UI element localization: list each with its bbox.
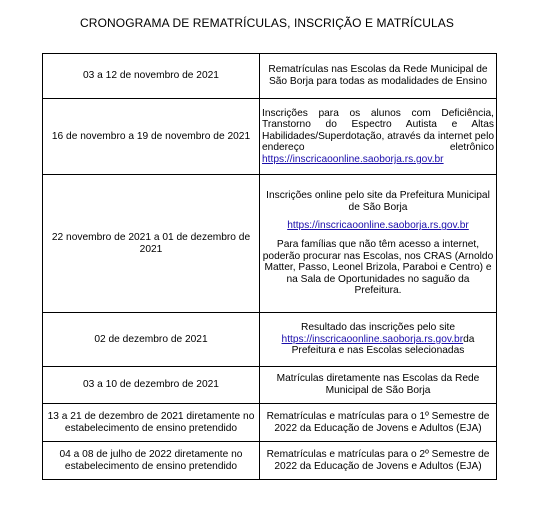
description-cell	[260, 99, 497, 175]
table-row	[43, 442, 497, 480]
table-row	[43, 99, 497, 175]
registration-link[interactable]: https://inscricaoonline.saoborja.rs.gov.br	[262, 153, 444, 165]
description-cell: Rematrículas nas Escolas da Rede Municipal de São Borja para todas as modalidades de Ensino	[260, 54, 497, 99]
description-text: Resultado das inscrições pelo site	[300, 322, 456, 334]
description-text: da Prefeitura e nas Escolas selecionadas	[291, 333, 475, 357]
table-row	[43, 175, 497, 313]
note-text: Para famílias que não têm acesso a internet, poderão procurar nas Escolas, nos CRAS (Arnoldo Matter, Passo, Leonel Brizola, Paraboi e Centro) e na Sala de Oportunidades no saguão da Prefeitura.	[262, 238, 494, 297]
date-cell: 02 de dezembro de 2021	[43, 313, 260, 367]
description-cell: Rematrículas e matrículas para o 1º Semestre de 2022 da Educação de Jovens e Adultos (EJA)	[260, 404, 497, 442]
table-row	[43, 404, 497, 442]
table-row	[43, 313, 497, 367]
results-link[interactable]: https://inscricaoonline.saoborja.rs.gov.br	[281, 333, 464, 345]
table-row	[43, 367, 497, 404]
schedule-table	[42, 53, 497, 480]
description-cell: Matrículas diretamente nas Escolas da Rede Municipal de São Borja	[260, 367, 497, 404]
description-cell: Rematrículas e matrículas para o 2º Semestre de 2022 da Educação de Jovens e Adultos (EJA)	[260, 442, 497, 480]
date-cell: 13 a 21 de dezembro de 2021 diretamente no estabelecimento de ensino pretendido	[43, 404, 260, 442]
description-cell	[260, 175, 497, 313]
description-text: Inscrições online pelo site da Prefeitura Municipal de São Borja	[266, 190, 490, 213]
page-title: CRONOGRAMA DE REMATRÍCULAS, INSCRIÇÃO E MATRÍCULAS	[80, 16, 454, 30]
date-cell: 22 novembro de 2021 a 01 de dezembro de 2021	[43, 175, 260, 313]
date-cell: 16 de novembro a 19 de novembro de 2021	[43, 99, 260, 175]
table-row	[43, 54, 497, 99]
date-cell: 03 a 12 de novembro de 2021	[43, 54, 260, 99]
registration-link[interactable]: https://inscricaoonline.saoborja.rs.gov.br	[287, 220, 469, 232]
date-cell: 03 a 10 de dezembro de 2021	[43, 367, 260, 404]
description-text: Inscrições para os alunos com Deficiência, Transtorno do Espectro Autista e Altas Habilidades/Superdotação, através da internet pelo endereço eletrônico	[262, 107, 494, 154]
date-cell: 04 a 08 de julho de 2022 diretamente no estabelecimento de ensino pretendido	[43, 442, 260, 480]
description-cell	[260, 313, 497, 367]
